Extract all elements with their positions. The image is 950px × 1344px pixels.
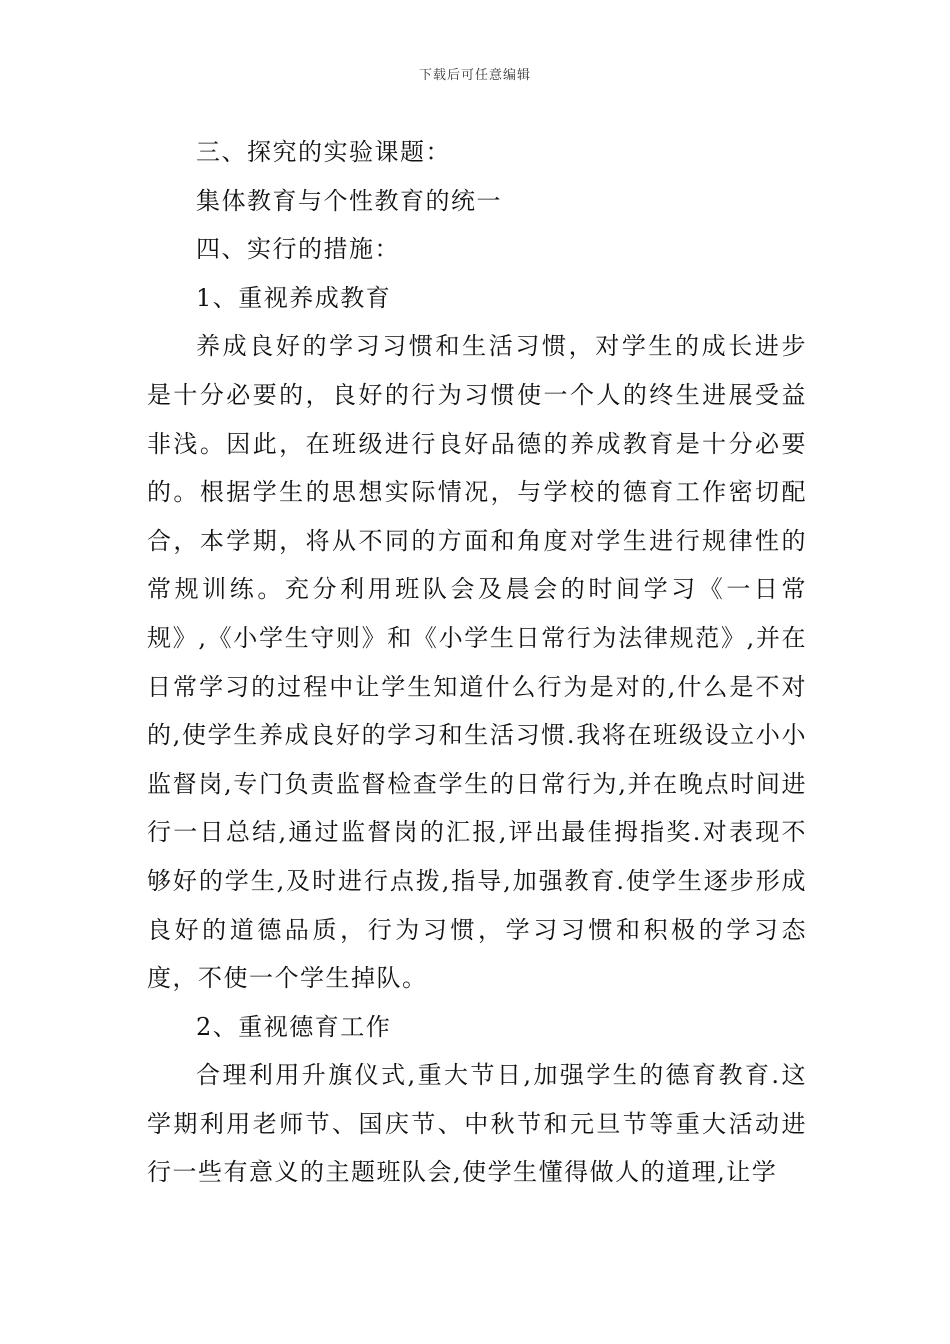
section-heading-3: 三、探究的实验课题： bbox=[196, 138, 451, 166]
document-body bbox=[147, 128, 807, 1197]
page-header: 下载后可任意编辑 bbox=[418, 68, 531, 83]
paragraph-moral-education: 合理利用升旗仪式,重大节日,加强学生的德育教育.这学期利用老师节、国庆节、中秋节和元旦节等重大活动进行一些有意义的主题班队会,使学生懂得做人的道理,让学 bbox=[147, 1061, 807, 1187]
section-heading-4: 四、实行的措施： bbox=[196, 235, 400, 264]
subheading-habit-education: 1、重视养成教育 bbox=[196, 283, 392, 312]
paragraph-habit-education: 养成良好的学习习惯和生活习惯，对学生的成长进步是十分必要的，良好的行为习惯使一个人的终生进展受益非浅。因此，在班级进行良好品德的养成教育是十分必要的。根据学生的思想实际情况，与学校的德育工作密切配合，本学期，将从不同的方面和角度对学生进行规律性的常规训练。充分利用班队会及晨会的时间学习《一日常规》,《小学生守则》和《小学生日常行为法律规范》,并在日常学习的过程中让学生知道什么行为是对的,什么是不对的,使学生养成良好的学习和生活习惯.我将在班级设立小小监督岗,专门负责监督检查学生的日常行为,并在晚点时间进行一日总结,通过监督岗的汇报,评出最佳拇指奖.对表现不够好的学生,及时进行点拨,指导,加强教育.使学生逐步形成良好的道德品质，行为习惯，学习习惯和积极的学习态度，不使一个学生掉队。 bbox=[147, 332, 807, 993]
experiment-topic: 集体教育与个性教育的统一 bbox=[196, 186, 502, 215]
subheading-moral-education: 2、重视德育工作 bbox=[196, 1012, 392, 1041]
